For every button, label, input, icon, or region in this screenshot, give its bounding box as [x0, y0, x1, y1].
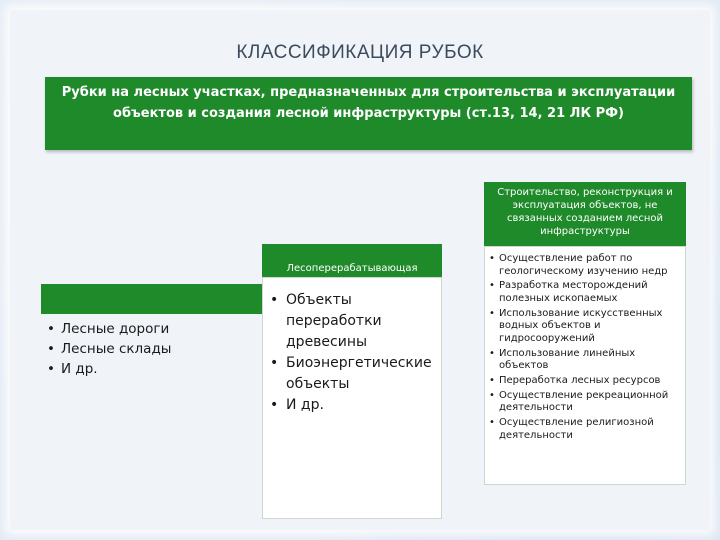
- list-item: • Использование линейных объектов: [489, 348, 685, 373]
- list-item: • Лесные дороги: [47, 319, 257, 339]
- list-item: • Биоэнергетические объекты: [270, 353, 438, 395]
- header-banner: Рубки на лесных участках, предназначенных для строительства и эксплуатации объектов и создания лесной инфраструктуры (ст.13, 14, 21 ЛК РФ): [45, 77, 692, 150]
- column-2-list: [270, 290, 438, 416]
- column-1-heading: [41, 284, 263, 314]
- column-3-heading: Строительство, реконструкция и эксплуатация объектов, не связанных созданием лесной инфраструктуры: [484, 182, 686, 246]
- column-2-heading: Лесоперерабатывающая: [262, 244, 442, 298]
- column-1-list: [47, 319, 257, 379]
- list-item: • Осуществление религиозной деятельности: [489, 417, 685, 442]
- page-title: КЛАССИФИКАЦИЯ РУБОК: [236, 42, 484, 63]
- list-item: • Лесные склады: [47, 339, 257, 359]
- list-item: • Осуществление рекреационной деятельности: [489, 390, 685, 415]
- list-item: • И др.: [270, 395, 438, 416]
- list-item: • Разработка месторождений полезных ископаемых: [489, 280, 685, 305]
- list-item: • Осуществление работ по геологическому изучению недр: [489, 253, 685, 278]
- list-item: • Переработка лесных ресурсов: [489, 375, 685, 388]
- list-item: • Объекты переработки древесины: [270, 290, 438, 353]
- column-3-list: [489, 253, 685, 445]
- list-item: • Использование искусственных водных объектов и гидросооружений: [489, 308, 685, 346]
- list-item: • И др.: [47, 359, 257, 379]
